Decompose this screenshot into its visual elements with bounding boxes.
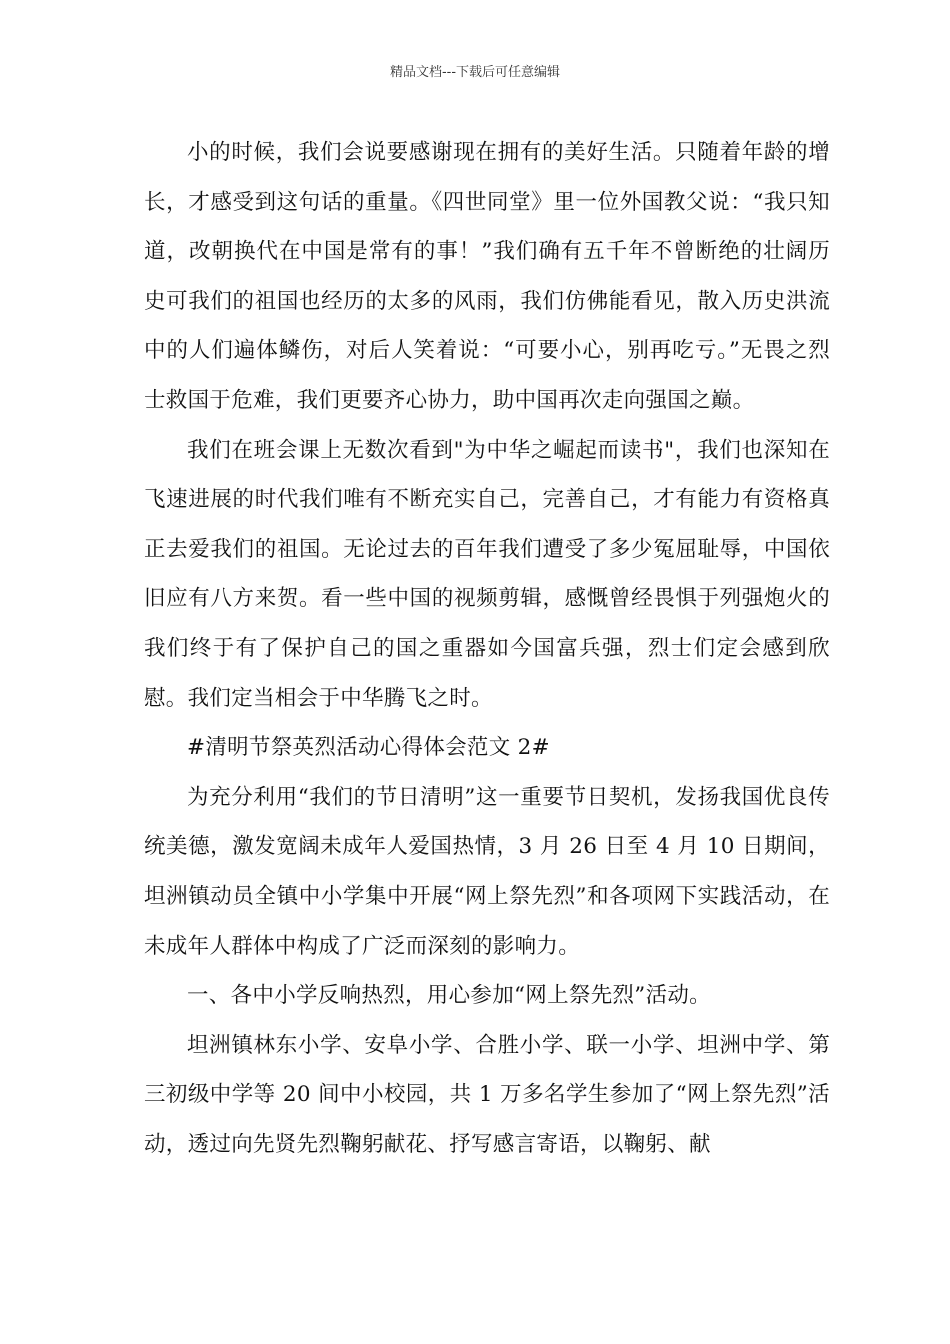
- page-header: 精品文档---下载后可任意编辑: [389, 65, 561, 80]
- section-heading: #清明节祭英烈活动心得体会范文 2#: [187, 735, 550, 761]
- paragraph-5: 坦洲镇林东小学、安阜小学、合胜小学、联一小学、坦洲中学、第三初级中学等 20 间中小校园，共 1 万多名学生参加了“网上祭先烈”活动，透过向先贤先烈鞠躬献花、抒写感言寄语，以鞠躬、献: [144, 1032, 830, 1157]
- paragraph-4: 一、各中小学反响热烈，用心参加“网上祭先烈”活动。: [187, 983, 711, 1009]
- document-body: [144, 128, 830, 1169]
- paragraph-1: 小的时候，我们会说要感谢现在拥有的美好生活。只随着年龄的增长，才感受到这句话的重量。《四世同堂》里一位外国教父说：“我只知道，改朝换代在中国是常有的事！”我们确有五千年不曾断绝的壮阔历史可我们的祖国也经历的太多的风雨，我们仿佛能看见，散入历史洪流中的人们遍体鳞伤，对后人笑着说：“可要小心，别再吃亏。”无畏之烈士救国于危难，我们更要齐心协力，助中国再次走向强国之巅。: [144, 140, 830, 413]
- paragraph-3: 为充分利用“我们的节日清明”这一重要节日契机，发扬我国优良传统美德，激发宽阔未成年人爱国热情，3 月 26 日至 4 月 10 日期间，坦洲镇动员全镇中小学集中开展“网上祭先烈”和各项网下实践活动，在未成年人群体中构成了广泛而深刻的影响力。: [144, 784, 830, 959]
- paragraph-2: 我们在班会课上无数次看到"为中华之崛起而读书"，我们也深知在飞速进展的时代我们唯有不断充实自己，完善自己，才有能力有资格真正去爱我们的祖国。无论过去的百年我们遭受了多少冤屈耻辱，中国依旧应有八方来贺。看一些中国的视频剪辑，感慨曾经畏惧于列强炮火的我们终于有了保护自己的国之重器如今国富兵强，烈士们定会感到欣慰。我们定当相会于中华腾飞之时。: [144, 437, 830, 711]
